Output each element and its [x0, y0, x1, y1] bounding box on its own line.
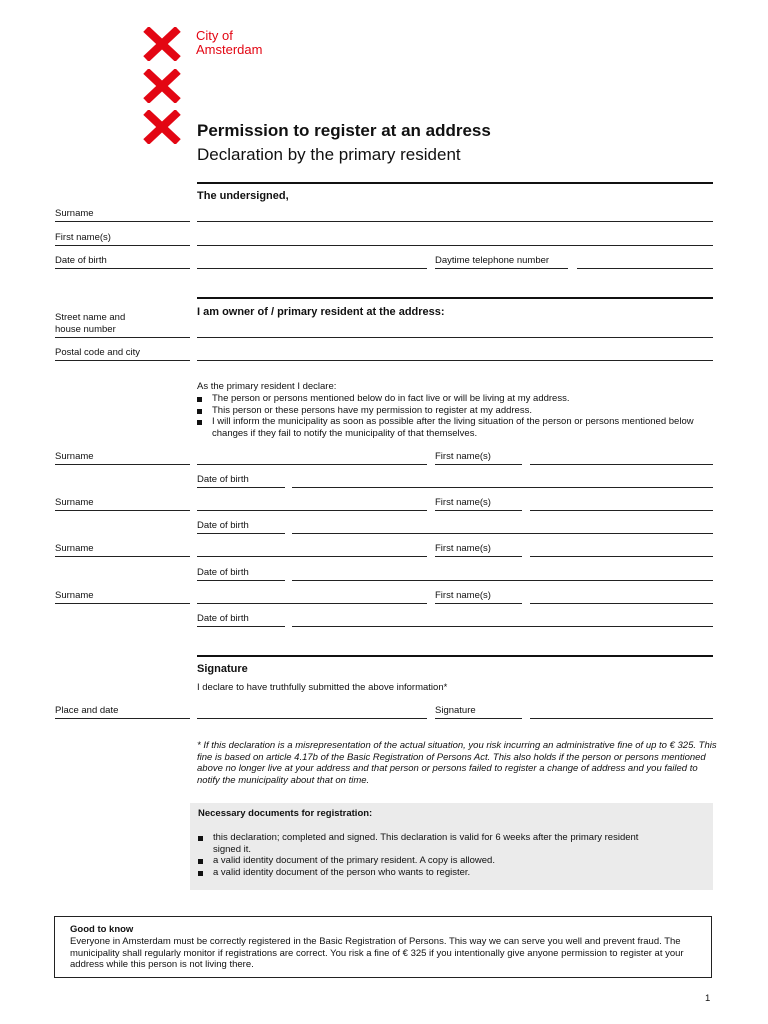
person-1-first-names-field[interactable] [530, 449, 713, 463]
person-2-surname-label: Surname [55, 497, 94, 508]
person-3-dob-label: Date of birth [197, 567, 249, 578]
person-3-dob-field[interactable] [292, 565, 713, 579]
person-4-dob-field[interactable] [292, 611, 713, 625]
documents-list [198, 832, 668, 879]
postal-city-field[interactable] [197, 345, 713, 359]
person-2-dob-field[interactable] [292, 518, 713, 532]
field-underline [197, 337, 713, 338]
declaration-intro: As the primary resident I declare: [197, 381, 337, 392]
fine-footnote: * If this declaration is a misrepresentation of the actual situation, you risk incurring an administrative fine of up to € 325. This fine is based on article 4.17b of the Basic Registration of Persons Act. This also holds if the person or persons mentioned above no longer live at your address and that person or persons failed to register a change of address and you failed to notify the municipality about that on time. [197, 740, 717, 787]
documents-heading: Necessary documents for registration: [198, 808, 373, 819]
person-3-surname-label: Surname [55, 543, 94, 554]
signature-label: Signature [435, 705, 476, 716]
person-2-surname-field[interactable] [197, 495, 427, 509]
field-underline [197, 268, 427, 269]
person-3-surname-field[interactable] [197, 541, 427, 555]
daytime-phone-label: Daytime telephone number [435, 255, 550, 266]
documents-box [190, 803, 713, 890]
page-title: Permission to register at an address [197, 121, 491, 140]
first-names-label: First name(s) [55, 232, 111, 243]
label-underline [55, 603, 190, 604]
list-item: This person or these persons have my permission to register at my address. [197, 405, 707, 417]
person-2-dob-label: Date of birth [197, 520, 249, 531]
label-underline [55, 221, 190, 222]
good-to-know-heading: Good to know [70, 924, 134, 935]
date-of-birth-field[interactable] [197, 253, 427, 267]
undersigned-heading: The undersigned, [197, 190, 289, 202]
person-3-first-names-label: First name(s) [435, 543, 491, 554]
bullet-square-icon [197, 420, 202, 425]
person-1-surname-field[interactable] [197, 449, 427, 463]
surname-field[interactable] [197, 206, 713, 220]
andreas-cross-icon [142, 110, 182, 144]
label-underline [55, 718, 190, 719]
person-1-first-names-label: First name(s) [435, 451, 491, 462]
place-date-label: Place and date [55, 705, 119, 716]
bullet-square-icon [197, 397, 202, 402]
person-2-first-names-label: First name(s) [435, 497, 491, 508]
signature-heading: Signature [197, 663, 248, 675]
section-divider [197, 182, 713, 184]
field-underline [197, 245, 713, 246]
postal-city-label: Postal code and city [55, 347, 141, 358]
label-underline [435, 556, 522, 557]
logo-wordmark [196, 29, 262, 57]
field-underline [292, 487, 713, 488]
field-underline [577, 268, 713, 269]
address-heading: I am owner of / primary resident at the address: [197, 306, 445, 318]
section-divider [197, 297, 713, 299]
list-item: The person or persons mentioned below do in fact live or will be living at my address. [197, 393, 707, 405]
person-4-first-names-field[interactable] [530, 588, 713, 602]
field-underline [292, 533, 713, 534]
list-item: I will inform the municipality as soon as possible after the living situation of the person or persons mentioned below changes if they fail to notify the municipality of that themselves. [197, 416, 707, 439]
bullet-square-icon [198, 836, 203, 841]
person-1-dob-label: Date of birth [197, 474, 249, 485]
field-underline [197, 510, 427, 511]
field-underline [530, 603, 713, 604]
person-2-first-names-field[interactable] [530, 495, 713, 509]
label-underline [197, 626, 285, 627]
bullet-square-icon [197, 409, 202, 414]
bullet-square-icon [198, 871, 203, 876]
signature-field[interactable] [530, 703, 713, 717]
field-underline [530, 510, 713, 511]
place-date-field[interactable] [197, 703, 427, 717]
logo-line-1: City of [196, 28, 233, 43]
label-underline [197, 580, 285, 581]
label-underline [55, 337, 190, 338]
person-4-first-names-label: First name(s) [435, 590, 491, 601]
field-underline [292, 626, 713, 627]
page-number: 1 [705, 993, 711, 1004]
list-item: a valid identity document of the primary resident. A copy is allowed. [198, 855, 668, 867]
daytime-phone-field[interactable] [577, 253, 713, 267]
section-divider [197, 655, 713, 657]
street-label-line-1: Street name and [55, 312, 126, 323]
person-4-dob-label: Date of birth [197, 613, 249, 624]
list-item: a valid identity document of the person who wants to register. [198, 867, 668, 879]
person-1-dob-field[interactable] [292, 472, 713, 486]
date-of-birth-label: Date of birth [55, 255, 107, 266]
logo-line-2: Amsterdam [196, 42, 263, 57]
label-underline [55, 510, 190, 511]
field-underline [197, 603, 427, 604]
label-underline [435, 464, 522, 465]
label-underline [435, 268, 568, 269]
label-underline [55, 556, 190, 557]
label-underline [55, 464, 190, 465]
label-underline [435, 718, 522, 719]
person-4-surname-field[interactable] [197, 588, 427, 602]
person-3-first-names-field[interactable] [530, 541, 713, 555]
person-1-surname-label: Surname [55, 451, 94, 462]
label-underline [55, 360, 190, 361]
list-item: this declaration; completed and signed. This declaration is valid for 6 weeks after the primary resident signed it. [198, 832, 668, 855]
field-underline [530, 556, 713, 557]
field-underline [197, 464, 427, 465]
field-underline [197, 556, 427, 557]
andreas-cross-icon [142, 27, 182, 61]
label-underline [197, 533, 285, 534]
andreas-cross-icon [142, 69, 182, 103]
truthful-declaration-text: I declare to have truthfully submitted the above information* [197, 682, 448, 693]
page-subtitle: Declaration by the primary resident [197, 145, 461, 164]
label-underline [435, 603, 522, 604]
first-names-field[interactable] [197, 230, 713, 244]
field-underline [530, 718, 713, 719]
bullet-square-icon [198, 859, 203, 864]
good-to-know-box [54, 916, 712, 978]
label-underline [55, 268, 190, 269]
surname-label: Surname [55, 208, 94, 219]
good-to-know-text: Everyone in Amsterdam must be correctly registered in the Basic Registration of Persons. This way we can serve you well and prevent fraud. The municipality shall regularly monitor if registrations are correct. You risk a fine of € 325 if you intentionally give anyone permission to register at your address while this person is not living there. [70, 936, 684, 970]
field-underline [292, 580, 713, 581]
field-underline [197, 718, 427, 719]
street-label-line-2: house number [55, 324, 116, 335]
label-underline [197, 487, 285, 488]
field-underline [197, 221, 713, 222]
declaration-list [197, 393, 707, 440]
street-field[interactable] [197, 322, 713, 336]
field-underline [530, 464, 713, 465]
person-4-surname-label: Surname [55, 590, 94, 601]
field-underline [197, 360, 713, 361]
label-underline [435, 510, 522, 511]
label-underline [55, 245, 190, 246]
